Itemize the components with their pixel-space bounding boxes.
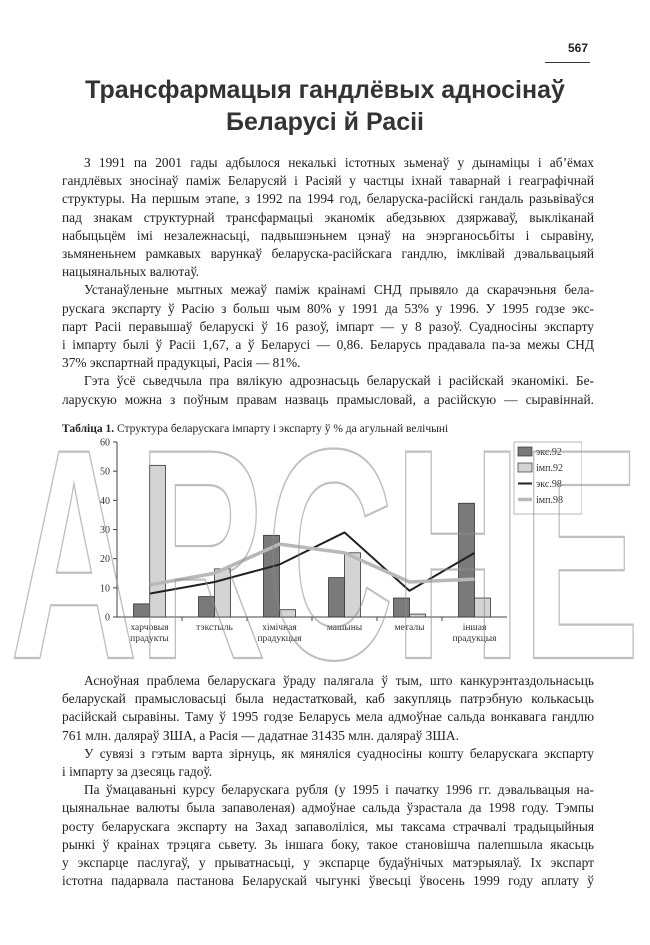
body-text-lower [62, 672, 594, 890]
y-tick-label: 40 [100, 495, 110, 507]
y-tick-label: 0 [105, 612, 110, 624]
legend-label: імп.98 [536, 495, 563, 506]
bar-экс.92 [199, 597, 215, 617]
line-імп.98 [150, 544, 475, 585]
text-line: росту беларускага экспарту на Захад запаволіліся, мы таксама страчвалі традыцыйныя [62, 818, 594, 834]
article-title [60, 74, 590, 138]
category-label: прадукцыя [452, 634, 497, 644]
y-tick-label: 30 [100, 525, 110, 536]
text-line: у экспарце паслугаў, у прыватнасьці, у экспарце будаўнічых матэрыялаў. Іх экспарт [62, 855, 594, 871]
text-line: Устанаўленьне мытных межаў паміж краінамі СНД прывяло да скарачэньня бела- [84, 282, 594, 298]
table-caption-text: Структура беларускага імпарту і экспарту ў % да агульнай велічыні [117, 423, 449, 435]
legend-label: экс.98 [536, 479, 562, 490]
bar-імп.92 [345, 553, 361, 617]
bar-імп.92 [475, 598, 491, 617]
y-tick-label: 20 [100, 554, 110, 566]
body-text-upper [62, 154, 594, 409]
text-line: структуры. На першым этапе, з 1992 па 1994 год, беларуска-расійскі гандаль разьвіваўся [62, 191, 594, 207]
legend-swatch [518, 447, 532, 456]
y-tick-label: 50 [100, 466, 110, 478]
import-export-chart [62, 434, 582, 664]
category-label: іншая [462, 623, 487, 633]
legend-swatch [518, 463, 532, 472]
title-line-2: Беларусі й Расіі [225, 108, 425, 136]
bar-экс.92 [394, 598, 410, 617]
text-line: 761 млн. даляраў ЗША, а Расія — дадатнае 31435 млн. даляраў ЗША. [62, 727, 459, 743]
category-label: прадукты [130, 634, 169, 644]
y-tick-label: 60 [100, 437, 110, 449]
text-line: гандлёвых зносінаў паміж Беларусяй і Расіяй у частцы іхнай таварнай і геаграфічнай [62, 173, 594, 189]
bar-імп.92 [410, 614, 426, 617]
category-label: прадукцыя [257, 634, 302, 644]
line-экс.98 [150, 532, 475, 593]
category-label: харчовыя [130, 623, 169, 633]
text-line: Асноўная праблема беларускага ўраду палягала ў тым, што канкурэнтаздольнасьць [84, 673, 594, 688]
text-line: 37% экспартнай прадукцыі, Расія — 81%. [62, 355, 301, 371]
bar-экс.92 [134, 604, 150, 617]
text-line: Гэта ўсё сьведчыла пра вялікую адрознасьць беларускай і расійскай эканомікі. Бе- [84, 373, 594, 389]
text-line: Па ўмацаваньні курсу беларускага рубля (у 1995 і пачатку 1996 гг. дэвальвацыя на- [84, 782, 594, 798]
text-line: істотна падарвала пастанова Беларускай чыгункі ўвесьці ўвосень 1999 году аплату ў [62, 873, 594, 889]
watermark-text: ARCHE [10, 386, 640, 722]
table-label: Табліца 1. [62, 423, 115, 435]
bar-імп.92 [280, 610, 296, 617]
text-line: расійскай сыравіны. Таму ў 1995 годзе Беларусь мела адмоўнае сальда вонкавага гандлю [62, 709, 594, 725]
text-line: набыцьцём імі незалежнасьці, падвышэньнем цэнаў на энэрганосьбіты і сыравіну, [62, 227, 594, 243]
category-label: хімічная [262, 623, 297, 633]
text-line: парт Расіі перавышаў беларускі ў 16 разоў, імпарт — у 8 разоў. Суадносіны экспарту [62, 318, 594, 334]
y-tick-label: 10 [100, 583, 110, 595]
title-line-1: Трансфармацыя гандлёвых адносінаў [85, 76, 565, 104]
text-line: цыянальнае валюты была запаволеная) адмоўнае сальда ўзрастала да 1998 году. Тэмпы [62, 800, 594, 816]
category-label: тэкстыль [196, 623, 233, 633]
legend-label: імп.92 [536, 463, 563, 474]
page-number: 567 [567, 41, 588, 55]
legend-label: экс.92 [536, 447, 562, 458]
text-line: зьмяненьнем рамкавых варункаў беларуска-расійскага гандлю, імклівай дэвальвацыяй [62, 246, 594, 262]
text-line: і імпарту за дзесяць гадоў. [62, 764, 213, 780]
text-line: З 1991 па 2001 гады адбылося некалькі істотных зьменаў у дынаміцы і аб’ёмах [84, 155, 594, 170]
text-line: пад знакам структурнай трансфармацыі эканомік абедзьвюх дзяржаваў, выкліканай [62, 209, 594, 225]
category-label: металы [394, 623, 425, 633]
text-line: беларускай прамысловасьці была недастатковай, каб закупляць патрэбную колькасьць [62, 691, 594, 707]
text-line: рускага экспарту ў Расію з больш чым 80% у 1991 да 53% у 1996. У 1995 годзе экс- [62, 300, 594, 316]
text-line: нацыянальных валютаў. [62, 264, 200, 280]
text-line: рынкі ў краінах трэцяга сьвету. Зь іншага боку, такое становішча палепшыла якасьць [62, 836, 594, 852]
bar-імп.92 [215, 569, 231, 617]
text-line: ларускую можна з поўным правам назваць прамысловай, а расійскую — сыравіннай. [62, 391, 594, 407]
category-label: машыны [326, 623, 363, 633]
text-line: і імпарту былі ў Расіі 1,67, а ў Беларусі — 0,86. Беларусь прадавала па-за межы СНД [62, 337, 594, 353]
bar-экс.92 [329, 578, 345, 617]
header-rule [545, 62, 590, 63]
text-line: У сувязі з гэтым варта зірнуць, як мяняліся суадносіны кошту беларускага экспарту [84, 745, 594, 761]
